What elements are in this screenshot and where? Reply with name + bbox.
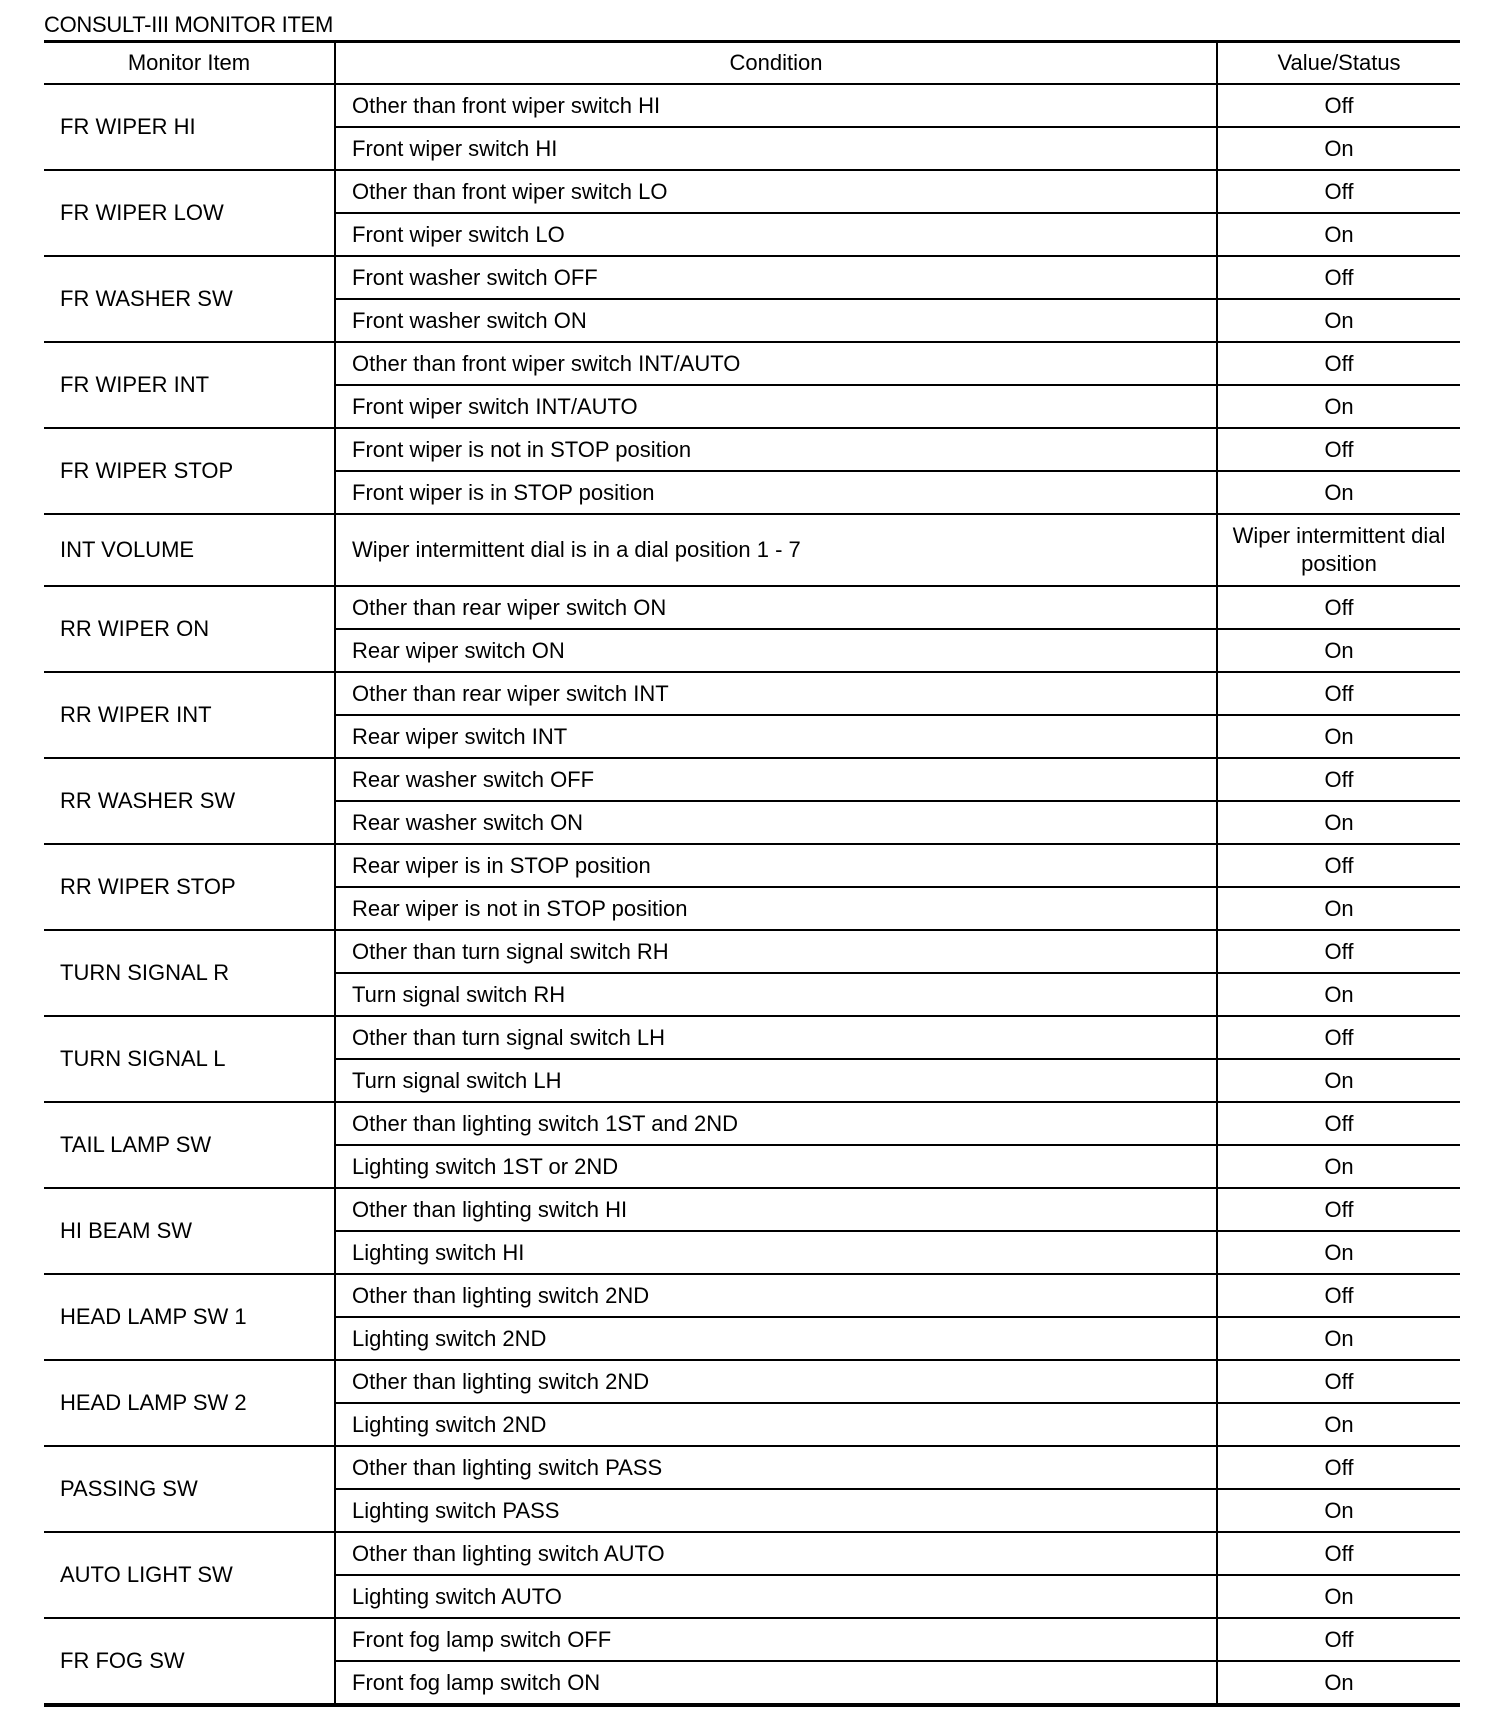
table-row bbox=[44, 428, 1460, 471]
value-status-cell: Off bbox=[1217, 1446, 1460, 1489]
value-status-cell: On bbox=[1217, 213, 1460, 256]
condition-cell: Rear wiper is in STOP position bbox=[335, 844, 1217, 887]
condition-cell: Rear wiper is not in STOP position bbox=[335, 887, 1217, 930]
value-status-cell: Off bbox=[1217, 1016, 1460, 1059]
monitor-item-cell: RR WIPER STOP bbox=[44, 844, 335, 930]
value-status-cell: Off bbox=[1217, 1274, 1460, 1317]
table-row bbox=[44, 1102, 1460, 1145]
monitor-item-cell: FR WIPER STOP bbox=[44, 428, 335, 514]
value-status-cell: On bbox=[1217, 1145, 1460, 1188]
value-status-cell: Off bbox=[1217, 844, 1460, 887]
monitor-item-cell: RR WASHER SW bbox=[44, 758, 335, 844]
table-row bbox=[44, 1016, 1460, 1059]
monitor-item-cell: TAIL LAMP SW bbox=[44, 1102, 335, 1188]
monitor-item-cell: AUTO LIGHT SW bbox=[44, 1532, 335, 1618]
value-status-cell: On bbox=[1217, 715, 1460, 758]
monitor-item-cell: TURN SIGNAL L bbox=[44, 1016, 335, 1102]
value-status-cell: Off bbox=[1217, 84, 1460, 127]
table-row bbox=[44, 84, 1460, 127]
value-status-cell: Off bbox=[1217, 1360, 1460, 1403]
table-row bbox=[44, 758, 1460, 801]
value-status-cell: On bbox=[1217, 629, 1460, 672]
value-status-cell: On bbox=[1217, 1575, 1460, 1618]
value-status-cell: On bbox=[1217, 385, 1460, 428]
condition-cell: Front fog lamp switch ON bbox=[335, 1661, 1217, 1705]
condition-cell: Other than lighting switch 1ST and 2ND bbox=[335, 1102, 1217, 1145]
value-status-cell: Off bbox=[1217, 1102, 1460, 1145]
value-status-cell: Wiper intermittent dial position bbox=[1217, 514, 1460, 586]
monitor-item-cell: TURN SIGNAL R bbox=[44, 930, 335, 1016]
condition-cell: Other than turn signal switch LH bbox=[335, 1016, 1217, 1059]
condition-cell: Front washer switch OFF bbox=[335, 256, 1217, 299]
condition-cell: Front wiper is in STOP position bbox=[335, 471, 1217, 514]
condition-cell: Other than front wiper switch INT/AUTO bbox=[335, 342, 1217, 385]
condition-cell: Other than lighting switch 2ND bbox=[335, 1360, 1217, 1403]
condition-cell: Other than lighting switch HI bbox=[335, 1188, 1217, 1231]
condition-cell: Turn signal switch RH bbox=[335, 973, 1217, 1016]
monitor-item-cell: HEAD LAMP SW 1 bbox=[44, 1274, 335, 1360]
document-page bbox=[44, 10, 1460, 1707]
table-row bbox=[44, 1360, 1460, 1403]
value-status-cell: On bbox=[1217, 299, 1460, 342]
condition-cell: Lighting switch 2ND bbox=[335, 1317, 1217, 1360]
condition-cell: Front washer switch ON bbox=[335, 299, 1217, 342]
value-status-cell: Off bbox=[1217, 1618, 1460, 1661]
condition-cell: Other than turn signal switch RH bbox=[335, 930, 1217, 973]
value-status-cell: On bbox=[1217, 887, 1460, 930]
monitor-item-cell: RR WIPER INT bbox=[44, 672, 335, 758]
condition-cell: Rear washer switch OFF bbox=[335, 758, 1217, 801]
table-row bbox=[44, 1532, 1460, 1575]
value-status-cell: Off bbox=[1217, 170, 1460, 213]
table-row bbox=[44, 672, 1460, 715]
value-status-cell: Off bbox=[1217, 758, 1460, 801]
monitor-item-cell: PASSING SW bbox=[44, 1446, 335, 1532]
value-status-cell: Off bbox=[1217, 428, 1460, 471]
value-status-cell: On bbox=[1217, 471, 1460, 514]
condition-cell: Other than front wiper switch LO bbox=[335, 170, 1217, 213]
monitor-item-cell: HEAD LAMP SW 2 bbox=[44, 1360, 335, 1446]
value-status-cell: On bbox=[1217, 1231, 1460, 1274]
value-status-cell: Off bbox=[1217, 930, 1460, 973]
monitor-item-cell: FR WIPER LOW bbox=[44, 170, 335, 256]
table-row bbox=[44, 256, 1460, 299]
table-row bbox=[44, 844, 1460, 887]
monitor-item-cell: HI BEAM SW bbox=[44, 1188, 335, 1274]
value-status-cell: Off bbox=[1217, 586, 1460, 629]
condition-cell: Other than rear wiper switch INT bbox=[335, 672, 1217, 715]
condition-cell: Rear washer switch ON bbox=[335, 801, 1217, 844]
table-row bbox=[44, 1274, 1460, 1317]
table-body bbox=[44, 84, 1460, 1705]
condition-cell: Rear wiper switch INT bbox=[335, 715, 1217, 758]
condition-cell: Lighting switch AUTO bbox=[335, 1575, 1217, 1618]
value-status-cell: Off bbox=[1217, 1532, 1460, 1575]
condition-cell: Front wiper switch LO bbox=[335, 213, 1217, 256]
condition-cell: Front wiper switch HI bbox=[335, 127, 1217, 170]
condition-cell: Front wiper switch INT/AUTO bbox=[335, 385, 1217, 428]
condition-cell: Other than rear wiper switch ON bbox=[335, 586, 1217, 629]
monitor-item-cell: RR WIPER ON bbox=[44, 586, 335, 672]
value-status-cell: Off bbox=[1217, 256, 1460, 299]
condition-cell: Front wiper is not in STOP position bbox=[335, 428, 1217, 471]
header-monitor-item: Monitor Item bbox=[44, 42, 335, 85]
condition-cell: Other than lighting switch AUTO bbox=[335, 1532, 1217, 1575]
value-status-cell: On bbox=[1217, 1661, 1460, 1705]
condition-cell: Rear wiper switch ON bbox=[335, 629, 1217, 672]
value-status-cell: On bbox=[1217, 1059, 1460, 1102]
header-value-status: Value/Status bbox=[1217, 42, 1460, 85]
condition-cell: Other than lighting switch 2ND bbox=[335, 1274, 1217, 1317]
table-row bbox=[44, 930, 1460, 973]
table-row bbox=[44, 342, 1460, 385]
condition-cell: Front fog lamp switch OFF bbox=[335, 1618, 1217, 1661]
monitor-item-cell: FR WASHER SW bbox=[44, 256, 335, 342]
monitor-item-table bbox=[44, 40, 1460, 1707]
condition-cell: Lighting switch HI bbox=[335, 1231, 1217, 1274]
condition-cell: Lighting switch 1ST or 2ND bbox=[335, 1145, 1217, 1188]
table-row bbox=[44, 514, 1460, 586]
condition-cell: Turn signal switch LH bbox=[335, 1059, 1217, 1102]
table-row bbox=[44, 1446, 1460, 1489]
value-status-cell: Off bbox=[1217, 1188, 1460, 1231]
condition-cell: Lighting switch 2ND bbox=[335, 1403, 1217, 1446]
document-title: CONSULT-III MONITOR ITEM bbox=[44, 12, 333, 37]
value-status-cell: On bbox=[1217, 127, 1460, 170]
table-row bbox=[44, 586, 1460, 629]
header-condition: Condition bbox=[335, 42, 1217, 85]
table-row bbox=[44, 170, 1460, 213]
value-status-cell: On bbox=[1217, 1317, 1460, 1360]
value-status-cell: Off bbox=[1217, 342, 1460, 385]
monitor-item-cell: FR WIPER INT bbox=[44, 342, 335, 428]
value-status-cell: On bbox=[1217, 1489, 1460, 1532]
value-status-cell: On bbox=[1217, 1403, 1460, 1446]
monitor-item-cell: FR FOG SW bbox=[44, 1618, 335, 1705]
condition-cell: Other than front wiper switch HI bbox=[335, 84, 1217, 127]
value-status-cell: On bbox=[1217, 801, 1460, 844]
monitor-item-cell: FR WIPER HI bbox=[44, 84, 335, 170]
condition-cell: Lighting switch PASS bbox=[335, 1489, 1217, 1532]
value-status-cell: Off bbox=[1217, 672, 1460, 715]
monitor-item-cell: INT VOLUME bbox=[44, 514, 335, 586]
condition-cell: Wiper intermittent dial is in a dial position 1 - 7 bbox=[335, 514, 1217, 586]
value-status-cell: On bbox=[1217, 973, 1460, 1016]
table-row bbox=[44, 1618, 1460, 1661]
table-row bbox=[44, 1188, 1460, 1231]
table-header-row bbox=[44, 42, 1460, 85]
condition-cell: Other than lighting switch PASS bbox=[335, 1446, 1217, 1489]
